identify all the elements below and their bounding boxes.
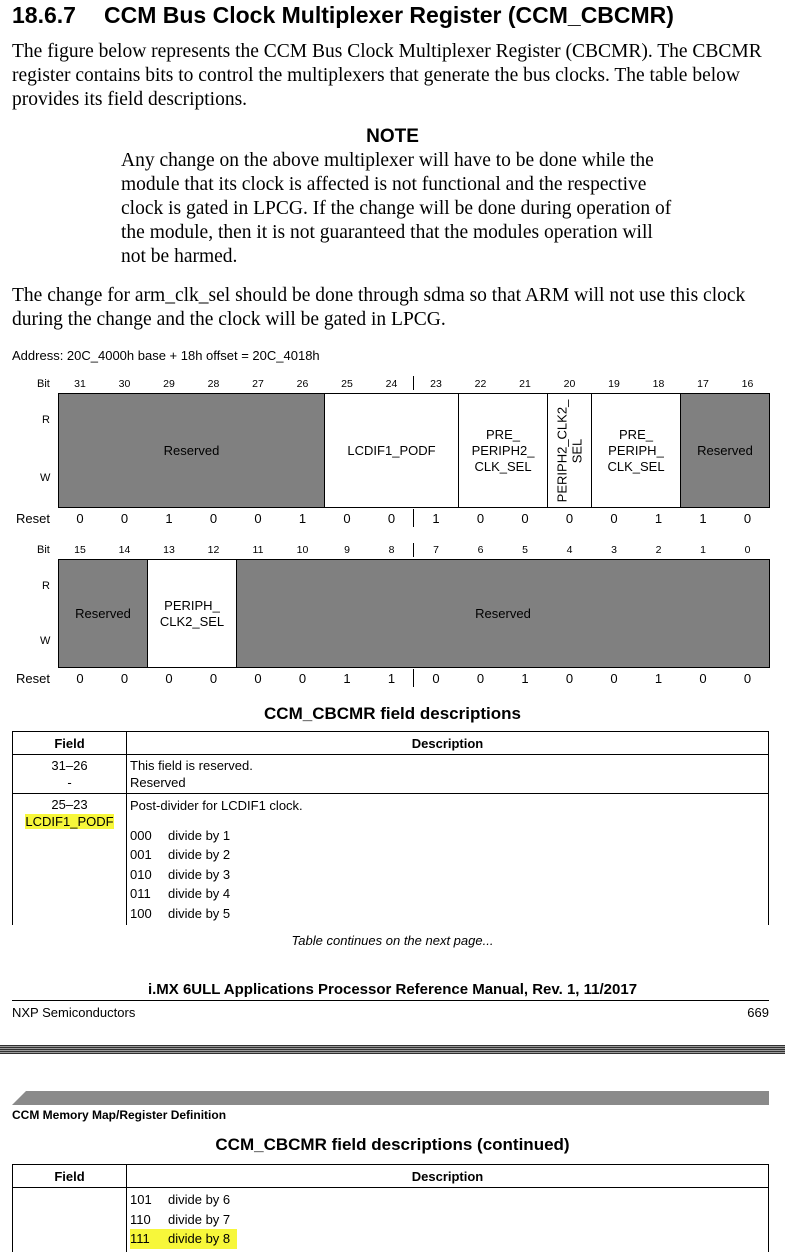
field-description: Post-divider for LCDIF1 clock. [130, 796, 765, 816]
value-code: 010 [130, 865, 168, 885]
column-header-field: Field [13, 732, 127, 755]
value-code: 101 [130, 1190, 168, 1210]
bit-number: 7 [414, 544, 458, 556]
value-row [130, 1229, 765, 1249]
reset-value: 0 [726, 511, 770, 526]
bit-number: 0 [726, 544, 770, 556]
bit-number: 8 [370, 544, 414, 556]
table-caption: CCM_CBCMR field descriptions [0, 704, 785, 724]
byte-divider [413, 543, 414, 557]
bit-number: 24 [370, 378, 414, 390]
field-periph-clk2-sel: PERIPH_ CLK2_SEL [147, 559, 237, 668]
byte-divider [413, 669, 414, 687]
reset-value: 0 [370, 511, 414, 526]
column-header-description: Description [127, 732, 769, 755]
value-code-highlighted: 111 [130, 1229, 168, 1249]
read-row-label: R [42, 580, 50, 592]
reset-value: 1 [637, 511, 681, 526]
bit-number: 28 [192, 378, 236, 390]
field-description: Reserved [130, 774, 765, 791]
field-periph2-clk2-sel [547, 393, 592, 508]
bit-number: 6 [459, 544, 503, 556]
byte-divider [413, 376, 414, 390]
reset-value: 0 [726, 671, 770, 686]
value-row [130, 1210, 765, 1230]
bit-row-label: Bit [37, 544, 50, 556]
reset-value: 1 [147, 511, 191, 526]
bit-number: 13 [147, 544, 191, 556]
reset-value: 0 [459, 511, 503, 526]
bit-number: 30 [103, 378, 147, 390]
bit-number: 10 [281, 544, 325, 556]
reset-value: 0 [503, 511, 547, 526]
field-reserved: Reserved [236, 559, 770, 668]
reset-value: 0 [103, 671, 147, 686]
field-descriptions-table [12, 731, 769, 925]
bit-number: 4 [548, 544, 592, 556]
bit-number: 25 [325, 378, 369, 390]
reset-value: 1 [325, 671, 369, 686]
table-row [13, 1188, 769, 1252]
read-row-label: R [42, 414, 50, 426]
arm-clk-paragraph: The change for arm_clk_sel should be done through sdma so that ARM will not use this clock during the change and the clock will be gated in LPCG. [12, 284, 777, 332]
value-text-highlighted: divide by 8 [168, 1231, 230, 1246]
reset-value: 1 [503, 671, 547, 686]
value-text: divide by 6 [168, 1192, 230, 1207]
value-code: 110 [130, 1210, 168, 1230]
value-row [130, 826, 765, 846]
note-title: NOTE [0, 126, 785, 148]
bit-number: 18 [637, 378, 681, 390]
note-body: Any change on the above multiplexer will have to be done while the module that its clock is affected is not functional and the respective clock is gated in LPCG. If the change will be done during operation of the module, then it is not guaranteed that the modules operation will not be harmed. [121, 149, 681, 269]
reset-value: 0 [681, 671, 725, 686]
bit-row-label: Bit [37, 378, 50, 390]
reset-row-label: Reset [16, 671, 50, 686]
section-title: CCM Bus Clock Multiplexer Register (CCM_CBCMR) [104, 2, 674, 28]
bit-number: 11 [236, 544, 280, 556]
reset-value: 0 [459, 671, 503, 686]
field-descriptions-table-continued [12, 1164, 769, 1252]
value-code: 100 [130, 904, 168, 924]
write-row-label: W [40, 472, 50, 484]
column-header-field: Field [13, 1165, 127, 1188]
bit-number: 23 [414, 378, 458, 390]
field-name: - [16, 774, 123, 791]
bit-number: 15 [58, 544, 102, 556]
reset-value: 0 [548, 511, 592, 526]
value-text: divide by 5 [168, 906, 230, 921]
field-reserved: Reserved [58, 393, 325, 508]
register-address: Address: 20C_4000h base + 18h offset = 20C_4018h [12, 348, 320, 363]
value-text: divide by 1 [168, 828, 230, 843]
reset-value: 0 [592, 671, 636, 686]
value-text: divide by 2 [168, 847, 230, 862]
field-bits: 25–23 [16, 796, 123, 813]
reset-value: 0 [58, 511, 102, 526]
table-row [13, 794, 769, 926]
reset-value: 1 [681, 511, 725, 526]
footer-company: NXP Semiconductors [12, 1005, 135, 1020]
value-code: 000 [130, 826, 168, 846]
value-text: divide by 7 [168, 1212, 230, 1227]
table-caption: CCM_CBCMR field descriptions (continued) [0, 1135, 785, 1155]
field-name-highlighted: LCDIF1_PODF [25, 814, 113, 829]
value-row [130, 904, 765, 924]
write-row-label: W [40, 635, 50, 647]
value-code: 001 [130, 845, 168, 865]
field-periph2-clk2-sel-label: PERIPH2_CLK2_ SEL [555, 399, 585, 502]
field-pre-periph2-clk-sel: PRE_ PERIPH2_ CLK_SEL [458, 393, 548, 508]
field-reserved: Reserved [680, 393, 770, 508]
field-lcdif1-podf: LCDIF1_PODF [324, 393, 459, 508]
bit-number: 3 [592, 544, 636, 556]
bit-number: 16 [726, 378, 770, 390]
field-description: This field is reserved. [130, 757, 765, 774]
reset-value: 0 [192, 671, 236, 686]
bit-number: 20 [548, 378, 592, 390]
reset-value: 0 [58, 671, 102, 686]
value-row [130, 1190, 765, 1210]
footer-page-number: 669 [747, 1005, 769, 1020]
running-head: CCM Memory Map/Register Definition [12, 1108, 226, 1122]
footer-manual-title: i.MX 6ULL Applications Processor Reference Manual, Rev. 1, 11/2017 [0, 981, 785, 998]
bit-number: 29 [147, 378, 191, 390]
running-head-bar [12, 1091, 769, 1105]
reset-value: 0 [236, 511, 280, 526]
reset-row-label: Reset [16, 511, 50, 526]
bit-number: 14 [103, 544, 147, 556]
value-text: divide by 3 [168, 867, 230, 882]
reset-value: 1 [414, 511, 458, 526]
reset-value: 0 [325, 511, 369, 526]
bit-number: 1 [681, 544, 725, 556]
bit-number: 9 [325, 544, 369, 556]
bit-number: 5 [503, 544, 547, 556]
intro-paragraph: The figure below represents the CCM Bus Clock Multiplexer Register (CBCMR). The CBCMR register contains bits to control the multiplexers that generate the bus clocks. The table below provides its field descriptions. [12, 40, 777, 112]
section-number: 18.6.7 [12, 2, 104, 29]
reset-value: 1 [281, 511, 325, 526]
column-header-description: Description [127, 1165, 769, 1188]
bit-number: 19 [592, 378, 636, 390]
byte-divider [413, 509, 414, 527]
value-row [130, 845, 765, 865]
bit-number: 22 [459, 378, 503, 390]
reset-value: 0 [548, 671, 592, 686]
field-pre-periph-clk-sel: PRE_ PERIPH_ CLK_SEL [591, 393, 681, 508]
bit-number: 31 [58, 378, 102, 390]
reset-value: 0 [236, 671, 280, 686]
reset-value: 0 [147, 671, 191, 686]
reset-value: 0 [192, 511, 236, 526]
bit-number: 12 [192, 544, 236, 556]
table-continues-note: Table continues on the next page... [0, 933, 785, 948]
reset-value: 1 [637, 671, 681, 686]
bit-number: 17 [681, 378, 725, 390]
section-heading [12, 2, 674, 29]
bit-number: 21 [503, 378, 547, 390]
reset-value: 0 [414, 671, 458, 686]
value-code: 011 [130, 884, 168, 904]
reset-value: 0 [592, 511, 636, 526]
field-bits: 31–26 [16, 757, 123, 774]
table-row [13, 755, 769, 794]
page-break-bar [0, 1045, 785, 1054]
reset-value: 1 [370, 671, 414, 686]
footer-rule [12, 1000, 769, 1001]
bit-number: 2 [637, 544, 681, 556]
field-reserved: Reserved [58, 559, 148, 668]
value-row [130, 865, 765, 885]
bit-number: 26 [281, 378, 325, 390]
value-row [130, 884, 765, 904]
reset-value: 0 [103, 511, 147, 526]
reset-value: 0 [281, 671, 325, 686]
value-text: divide by 4 [168, 886, 230, 901]
bit-number: 27 [236, 378, 280, 390]
